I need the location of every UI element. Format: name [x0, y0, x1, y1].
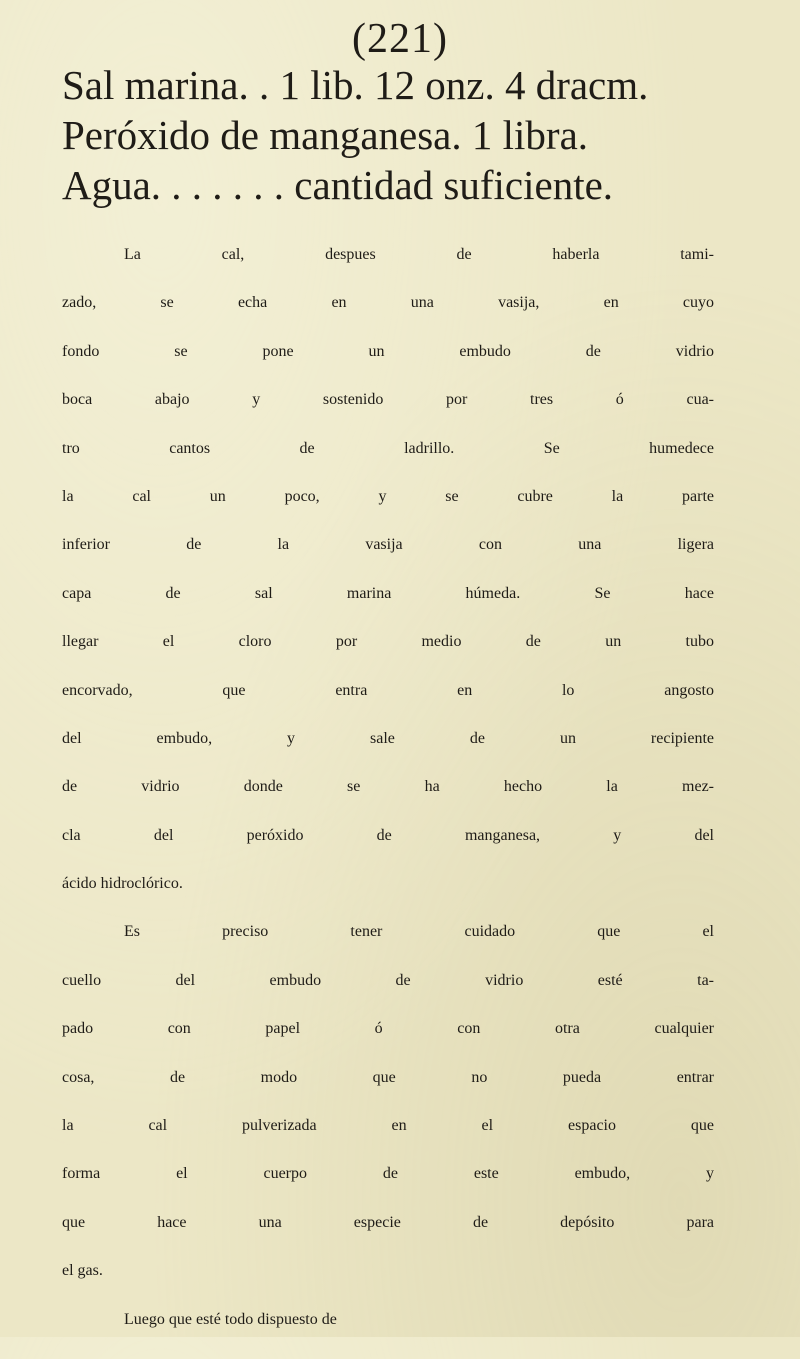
text-line: cosa, de modo que no pueda entrar — [62, 1068, 714, 1086]
ingredient-line-salt: Sal marina. . 1 lib. 12 onz. 4 dracm. — [62, 62, 649, 108]
ingredient-line-water: Agua. . . . . . . cantidad suficiente. — [62, 162, 614, 208]
text-line: del embudo, y sale de un recipiente — [62, 729, 714, 747]
text-line: cuello del embudo de vidrio esté ta- — [62, 971, 714, 989]
text-line: que hace una especie de depósito para — [62, 1213, 714, 1231]
text-line: inferior de la vasija con una ligera — [62, 536, 714, 554]
text-line: encorvado, que entra en lo angosto — [62, 681, 714, 699]
text-line: la cal pulverizada en el espacio que — [62, 1117, 714, 1135]
text-line: fondo se pone un embudo de vidrio — [62, 342, 714, 360]
page-number: (221) — [352, 16, 448, 62]
text-line: ácido hidroclórico. — [62, 875, 183, 893]
text-line: cla del peróxido de manganesa, y del — [62, 826, 714, 844]
ingredient-list — [62, 60, 722, 210]
paragraph-3 — [62, 1311, 714, 1359]
text-line: zado, se echa en una vasija, en cuyo — [62, 294, 714, 312]
text-line: pado con papel ó con otra cualquier — [62, 1020, 714, 1038]
paragraph-1 — [62, 246, 714, 923]
ingredient-line-peroxide: Peróxido de manganesa. 1 libra. — [62, 112, 589, 158]
text-line: de vidrio donde se ha hecho la mez- — [62, 778, 714, 796]
text-line: el gas. — [62, 1262, 103, 1280]
text-line: tro cantos de ladrillo. Se humedece — [62, 439, 714, 457]
text-line: La cal, despues de haberla tami- — [124, 246, 714, 263]
text-line: Es preciso tener cuidado que el — [124, 923, 714, 941]
text-line: boca abajo y sostenido por tres ó cua- — [62, 391, 714, 409]
text-line: llegar el cloro por medio de un tubo — [62, 633, 714, 651]
text-line: Luego que esté todo dispuesto de — [124, 1310, 337, 1328]
paragraph-2 — [62, 923, 714, 1310]
text-line: forma el cuerpo de este embudo, y — [62, 1165, 714, 1183]
text-line: la cal un poco, y se cubre la parte — [62, 487, 714, 505]
body-text — [62, 246, 714, 1359]
text-line: capa de sal marina húmeda. Se hace — [62, 584, 714, 602]
